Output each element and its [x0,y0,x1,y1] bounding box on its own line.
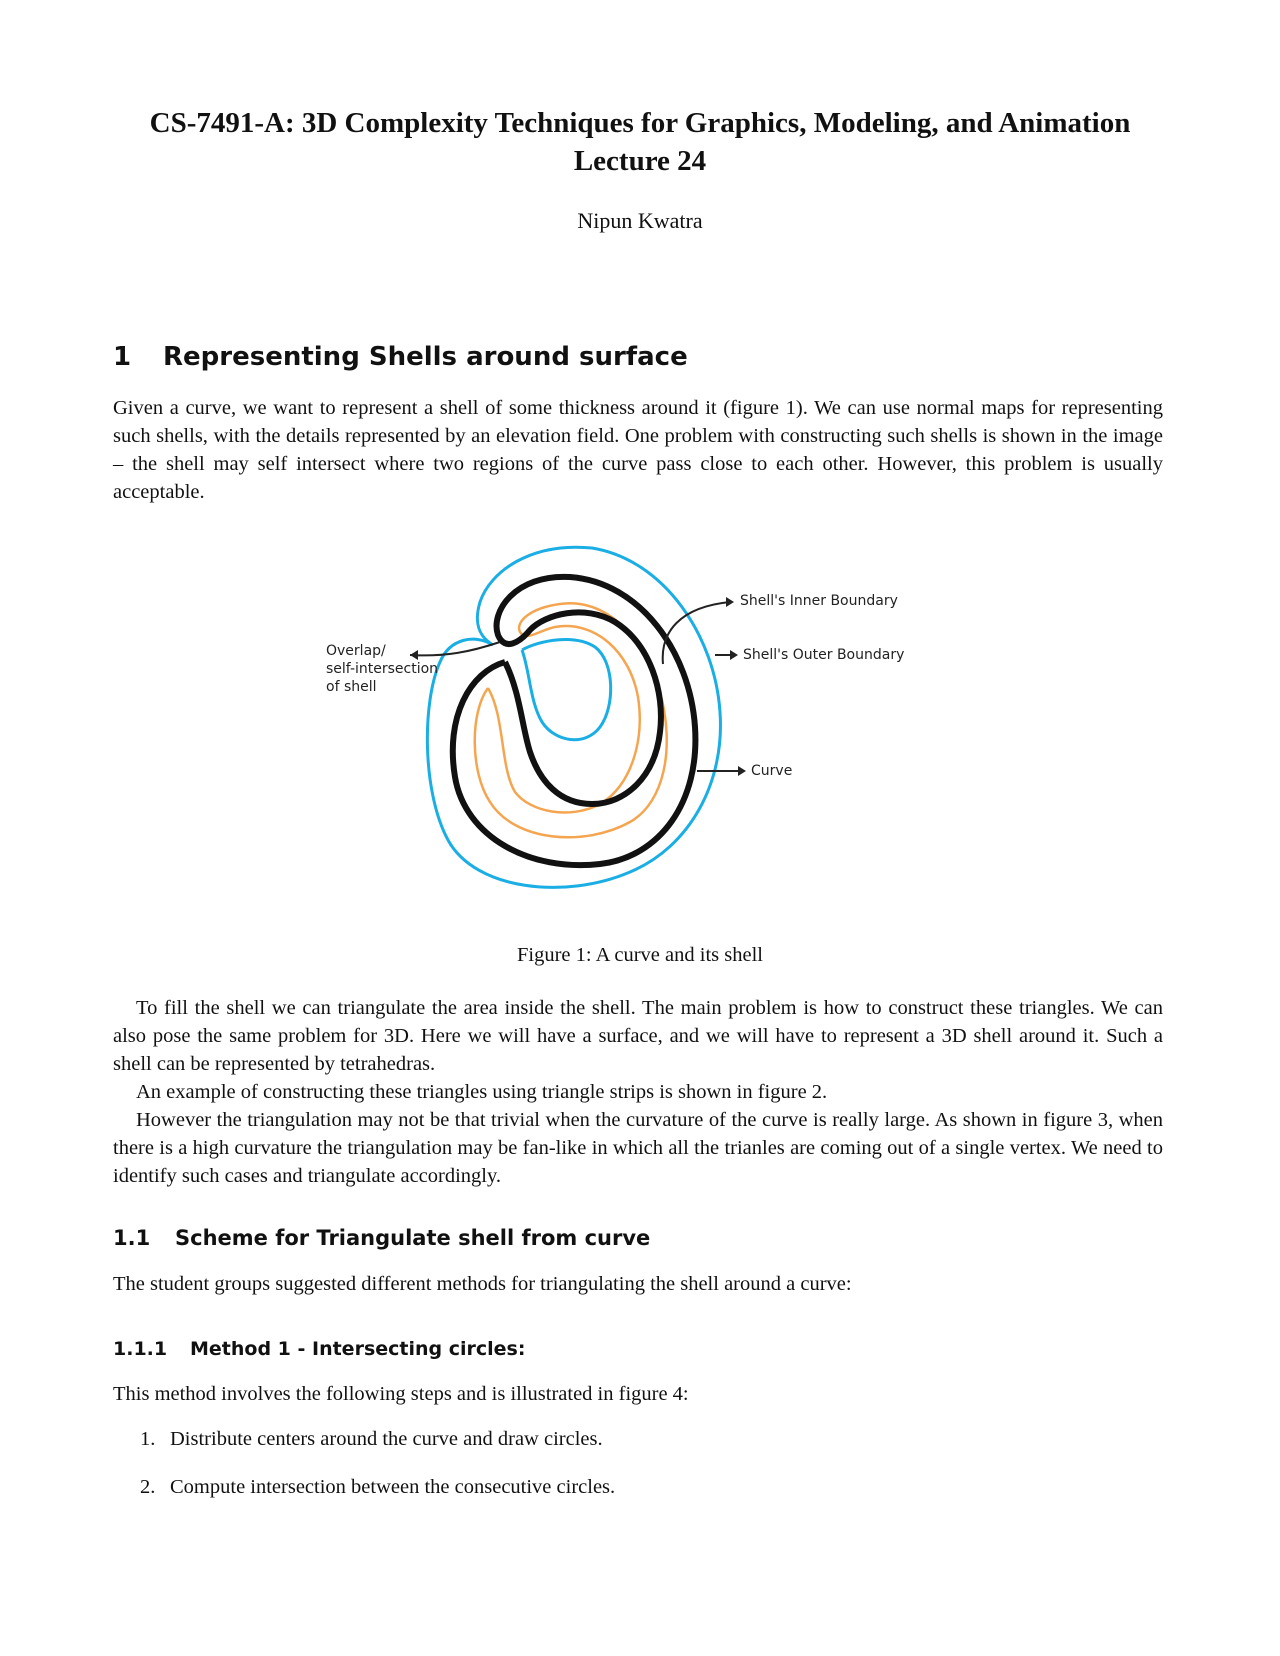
section-title: Representing Shells around surface [163,342,688,372]
section-1-paragraph-3: An example of constructing these triangles using triangle strips is shown in figure 2. [136,1081,828,1103]
section-1-paragraph-1: Given a curve, we want to represent a shell of some thickness around it (figure 1). We can use normal maps for representing such shells, with the details represented by an elevation field. One problem with constructing such shells is shown in the image – the shell may self intersect where two regions of the curve pass close to each other. However, this problem is usually acceptable. [113,397,1163,503]
curve [453,577,696,865]
inner-arrowhead [726,597,734,607]
subsubsection-number: 1.1.1 [113,1338,168,1360]
subsubsection-title: Method 1 - Intersecting circles: [190,1338,526,1360]
label-overlap-line-1: Overlap/ [326,643,386,659]
list-text: Distribute centers around the curve and draw circles. [170,1428,603,1450]
subsection-title: Scheme for Triangulate shell from curve [175,1226,651,1250]
list-text: Compute intersection between the consecutive circles. [170,1476,616,1498]
list-item-2 [140,1476,615,1499]
label-overlap-line-3: of shell [326,679,377,695]
label-inner-boundary: Shell's Inner Boundary [740,593,898,609]
section-number: 1 [113,342,132,372]
figure-1-caption: Figure 1: A curve and its shell [517,944,763,966]
subsection-number: 1.1 [113,1226,151,1250]
section-1-paragraph-2: To fill the shell we can triangulate the area inside the shell. The main problem is how to construct these triangles. We can also pose the same problem for 3D. Here we will have a surface, and we will have to represent a 3D shell around it. Such a shell can be represented by tetrahedras. [113,997,1163,1075]
list-item-1 [140,1428,603,1451]
title-line-2: Lecture 24 [573,145,707,177]
title-line-1: CS-7491-A: 3D Complexity Techniques for Graphics, Modeling, and Animation [149,107,1131,139]
label-overlap-line-2: self-intersection [326,661,439,677]
section-1-1-paragraph: The student groups suggested different methods for triangulating the shell around a curve: [113,1273,852,1295]
list-number: 1. [140,1428,156,1450]
label-curve: Curve [751,763,793,779]
section-1-paragraph-4: However the triangulation may not be that trivial when the curvature of the curve is really large. As shown in figure 3, when there is a high curvature the triangulation may be fan-like in which all the trianles are coming out of a single vertex. We need to identify such cases and triangulate accordingly. [113,1109,1163,1187]
list-number: 2. [140,1476,156,1498]
label-outer-boundary: Shell's Outer Boundary [743,647,905,663]
shell-outer-boundary-inner-loop [522,640,611,740]
paper-title [100,104,1180,180]
label-overlap [326,642,438,696]
outer-arrowhead [730,650,738,660]
figure-1 [326,542,950,922]
curve-arrowhead [738,766,746,776]
author-name: Nipun Kwatra [577,208,703,233]
section-1-heading [113,342,688,372]
section-1-1-1-heading [113,1338,525,1360]
section-1-1-heading [113,1226,650,1250]
section-1-1-1-paragraph: This method involves the following steps and is illustrated in figure 4: [113,1383,689,1405]
